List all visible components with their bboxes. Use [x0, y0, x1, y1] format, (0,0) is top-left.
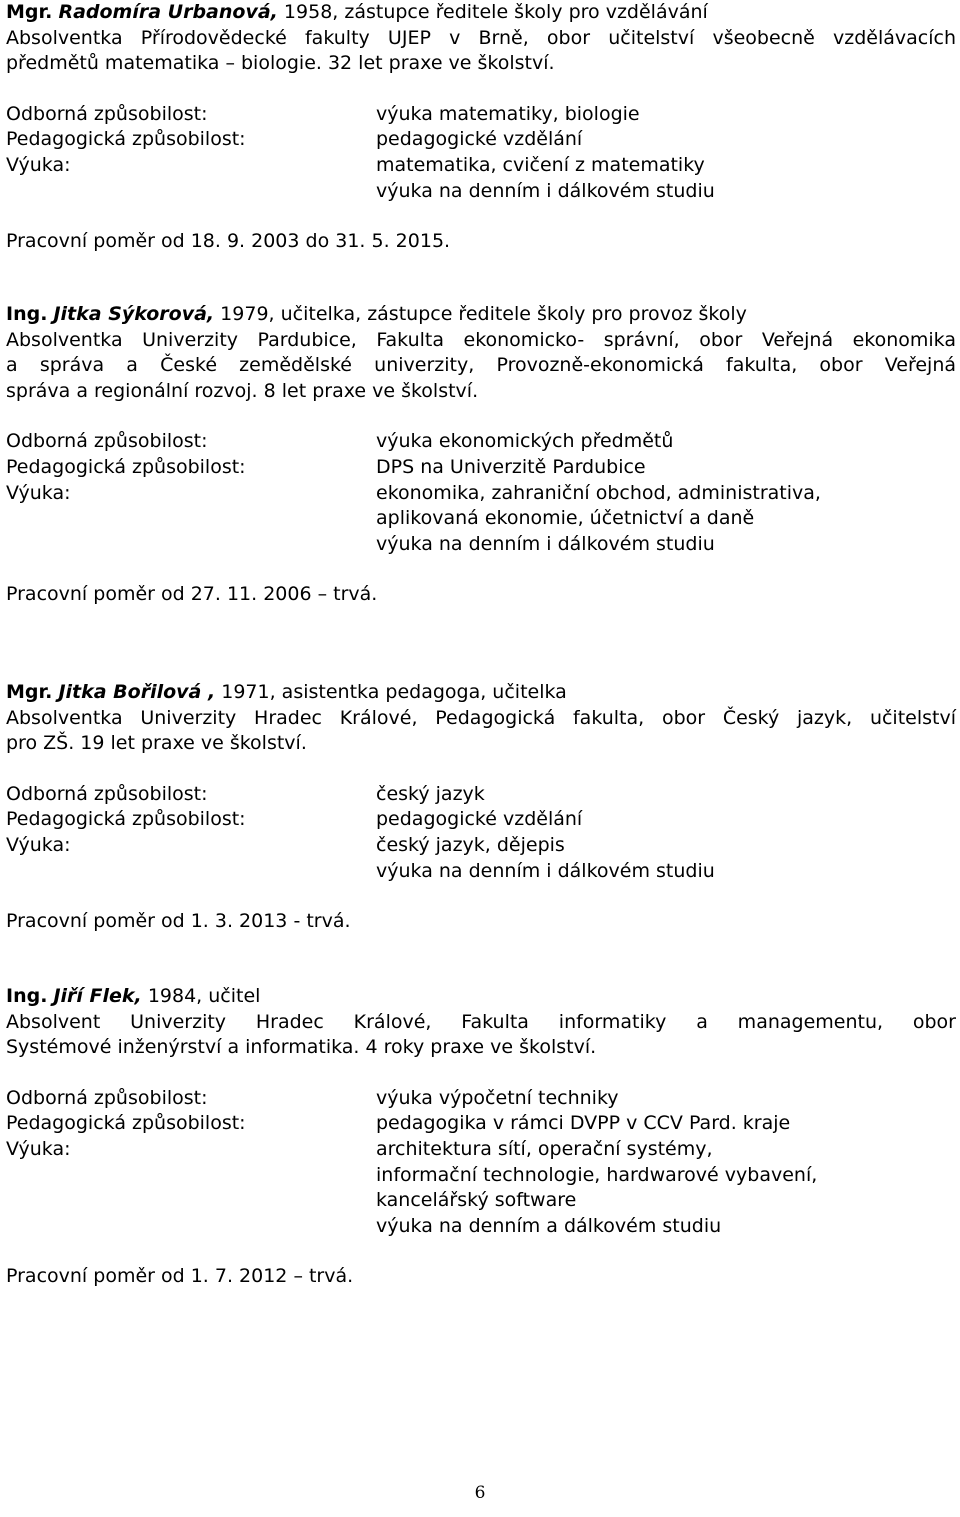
qualification-value: výuka na denním i dálkovém studiu: [376, 859, 715, 882]
label-teaching: Výuka:: [6, 153, 71, 176]
qualification-value: výuka matematiky, biologie: [376, 102, 640, 125]
page-number: 6: [474, 1483, 486, 1503]
bio-line: pro ZŠ. 19 let praxe ve školství.: [6, 732, 307, 755]
employment-period: Pracovní poměr od 18. 9. 2003 do 31. 5. 2015.: [6, 230, 451, 253]
bio-line: Absolvent Univerzity Hradec Králové, Fakulta informatiky a managementu, obor: [6, 1010, 956, 1033]
person-intro: 1984, učitel: [141, 985, 261, 1007]
qualifications: [6, 429, 956, 557]
person-intro: 1979, učitelka, zástupce ředitele školy pro provoz školy: [214, 303, 747, 325]
qualification-value: DPS na Univerzitě Pardubice: [376, 455, 646, 478]
bio-line: Absolventka Přírodovědecké fakulty UJEP v Brně, obor učitelství všeobecně vzdělávacích: [6, 26, 956, 49]
qualifications: [6, 1086, 956, 1240]
person-intro: 1971, asistentka pedagoga, učitelka: [215, 681, 567, 703]
label-teaching: Výuka:: [6, 1137, 71, 1160]
qualification-value: informační technologie, hardwarové vybavení,: [376, 1163, 818, 1186]
qualifications: [6, 102, 956, 204]
person-section: [6, 680, 956, 935]
label-pedagogical: Pedagogická způsobilost:: [6, 808, 246, 831]
person-title: Ing.: [6, 985, 48, 1007]
person-heading: [6, 0, 956, 26]
label-pedagogical: Pedagogická způsobilost:: [6, 1112, 246, 1135]
label-teaching: Výuka:: [6, 481, 71, 504]
qualification-value: výuka na denním i dálkovém studiu: [376, 532, 715, 555]
label-professional: Odborná způsobilost:: [6, 782, 208, 805]
bio-line: správa a regionální rozvoj. 8 let praxe ve školství.: [6, 379, 479, 402]
person-name: Jitka Sýkorová,: [53, 303, 215, 325]
employment-period: Pracovní poměr od 1. 7. 2012 – trvá.: [6, 1265, 354, 1288]
qualification-value: matematika, cvičení z matematiky: [376, 153, 705, 176]
qualification-value: výuka výpočetní techniky: [376, 1086, 619, 1109]
label-professional: Odborná způsobilost:: [6, 102, 208, 125]
bio-line: Systémové inženýrství a informatika. 4 roky praxe ve školství.: [6, 1036, 597, 1059]
qualification-value: výuka na denním i dálkovém studiu: [376, 179, 715, 202]
bio-line: Absolventka Univerzity Pardubice, Fakulta ekonomicko- správní, obor Veřejná ekonomika: [6, 328, 956, 351]
person-name: Radomíra Urbanová,: [58, 1, 278, 23]
qualification-value: architektura sítí, operační systémy,: [376, 1137, 713, 1160]
qualification-value: aplikovaná ekonomie, účetnictví a daně: [376, 507, 755, 530]
qualifications: [6, 782, 956, 884]
label-teaching: Výuka:: [6, 833, 71, 856]
person-section: [6, 984, 956, 1290]
employment-period: Pracovní poměr od 27. 11. 2006 – trvá.: [6, 583, 378, 606]
label-pedagogical: Pedagogická způsobilost:: [6, 128, 246, 151]
person-title: Mgr.: [6, 1, 53, 23]
person-name: Jiří Flek,: [53, 985, 142, 1007]
bio-line: Absolventka Univerzity Hradec Králové, Pedagogická fakulta, obor Český jazyk, učitelství: [6, 706, 956, 729]
person-section: [6, 0, 956, 255]
person-section: [6, 302, 956, 608]
person-heading: [6, 984, 956, 1010]
person-name: Jitka Bořilová ,: [58, 681, 216, 703]
bio-line: předmětů matematika – biologie. 32 let praxe ve školství.: [6, 52, 555, 75]
person-heading: [6, 302, 956, 328]
qualification-value: ekonomika, zahraniční obchod, administrativa,: [376, 481, 821, 504]
qualification-value: výuka na denním a dálkovém studiu: [376, 1214, 722, 1237]
qualification-value: český jazyk, dějepis: [376, 833, 565, 856]
qualification-value: výuka ekonomických předmětů: [376, 430, 674, 453]
label-pedagogical: Pedagogická způsobilost:: [6, 455, 246, 478]
qualification-value: pedagogické vzdělání: [376, 128, 583, 151]
person-heading: [6, 680, 956, 706]
label-professional: Odborná způsobilost:: [6, 430, 208, 453]
label-professional: Odborná způsobilost:: [6, 1086, 208, 1109]
person-intro: 1958, zástupce ředitele školy pro vzdělávání: [277, 1, 708, 23]
bio-line: a správa a České zemědělské univerzity, Provozně-ekonomická fakulta, obor Veřejná: [6, 354, 956, 377]
employment-period: Pracovní poměr od 1. 3. 2013 - trvá.: [6, 910, 351, 933]
person-title: Mgr.: [6, 681, 53, 703]
qualification-value: kancelářský software: [376, 1189, 577, 1212]
qualification-value: český jazyk: [376, 782, 485, 805]
qualification-value: pedagogické vzdělání: [376, 808, 583, 831]
qualification-value: pedagogika v rámci DVPP v CCV Pard. kraje: [376, 1112, 791, 1135]
person-title: Ing.: [6, 303, 48, 325]
